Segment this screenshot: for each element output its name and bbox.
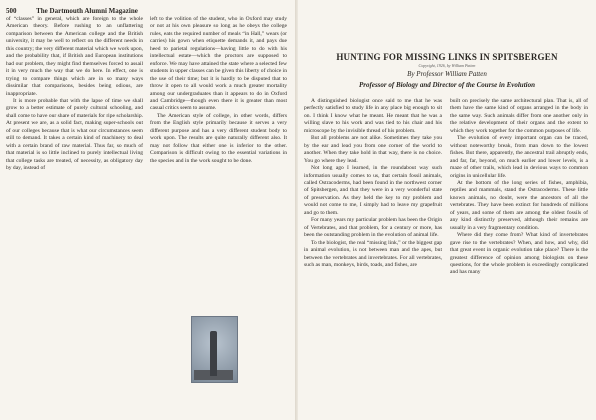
- author-title: Professor of Biology and Director of the Course in Evolution: [359, 81, 535, 89]
- right-page-column-2: [450, 98, 588, 277]
- author-byline: By Professor William Patten: [407, 70, 487, 78]
- paragraph: Not long ago I learned, in the roundabout way such information usually comes to us, that certain fossil animals, called Ostracoderms, had been found in the northwest corner of Spitsbergen, and that they were in a very wonderful state of preservation. As they held the key to my problem and would not come to me, I simply had to leave my grapefruit and go to them.: [304, 165, 442, 216]
- paragraph: left to the volition of the student, who in Oxford may study or not at his own pleasure so long as he obeys the college rules, eats the required number of meals “in Hall,” wears (or carries) his gown when etiquette demands it, and pays due heed to parietal regulations—having little to do with his intellectual estate—which the proctors are supposed to enforce. We may have attained the state where a selected few students in upper classes can be given this liberty of choice in the use of their time; but it is hardly to be disputed that to throw it open to all would work a much greater mortality among our undergraduates than it appears to do in Oxford and Cambridge—though even there it is greater than most casual critics seem to assume.: [150, 16, 287, 112]
- left-page: [0, 0, 296, 420]
- paragraph: Where did they come from? What kind of invertebrates gave rise to the vertebrates? When, and how, and why, did that great event in organic evolution take place? There is the greatest difference of opinion among biologists on these questions, for the whole problem is exceedingly complicated and has many: [450, 232, 588, 276]
- running-header: [6, 7, 138, 15]
- paragraph: To the biologist, the real “missing link,” or the biggest gap in animal evolution, is not between man and the apes, but between the vertebrates and invertebrates. For all vertebrates, such as man, monkeys, birds, toads, and fishes, are: [304, 239, 442, 268]
- paragraph: But all problems are not alike. Sometimes they take you by the ear and lead you from one corner of the world to another. When they take hold in that way, there is no choice. You go where they lead.: [304, 135, 442, 164]
- paragraph: It is more probable that with the lapse of time we shall grow to a better estimate of purely cultural schooling, and shall come to have our share of materials for ripe scholarship. At present we are, as a solid fact, making super-schools out of our colleges because that is what our circumstances seem still to demand. It takes a certain kind of machinery to deal with a certain brand of raw material. Thus far, so much of that material is so little inclined to purely intellectual living that college tasks are treated, of necessity, as obligatory day by day, instead of: [6, 97, 143, 172]
- paragraph: The evolution of every important organ can be traced, without noteworthy break, from man down to the lowest fishes. But there, apparently, the ancestral trail abruptly ends, and far, far, beyond, on much earlier and lower levels, is a maze of other trails, which lead in devious ways to common origins in unicellular life.: [450, 135, 588, 179]
- right-page: [298, 0, 596, 420]
- paragraph: For many years my particular problem has been the Origin of Vertebrates, and that problem, for a century or more, has been the outstanding problem in the evolution of animal life.: [304, 217, 442, 239]
- left-page-column-2: [150, 16, 287, 165]
- paragraph: A distinguished biologist once said to me that he was perfectly satisfied to study life in any place big enough to sit on. I think I know what he meant. He meant that he was a willing slave to his work and was tied to his chair and his microscope by the invisible thread of his problem.: [304, 98, 442, 134]
- paragraph: At the bottom of the long series of fishes, amphibia, reptiles and mammals, stand the Ostracoderms. These little known animals, no doubt, were the ancestors of all the vertebrates. They have been extinct for hundreds of millions of years, and some of them are among the oldest fossils of any kind distinctly preserved, although their remains are usually in a very fragmentary condition.: [450, 179, 588, 231]
- left-page-column-1: [6, 16, 143, 173]
- paragraph: built on precisely the same architectural plan. That is, all of them have the same kind of organs arranged in the body in the same way. Such animals differ from one another only in the relative development of their organs and the extent to which they work together for the common purposes of life.: [450, 98, 588, 134]
- photo-tower: [210, 331, 217, 376]
- article-title: HUNTING FOR MISSING LINKS IN SPITSBERGEN: [336, 52, 558, 62]
- tower-photograph: [191, 316, 238, 383]
- paragraph: The American style of college, in other words, differs from the English style primarily because it serves a very different purpose and has a very different student body to work upon. The results are quite naturally different also. It may not follow that either one is inferior to the other. Comparison is difficult owing to the essential variations in the species and in the work sought to be done.: [150, 112, 287, 164]
- copyright-line: Copyright, 1926, by William Patten: [418, 63, 476, 68]
- page-number: 500: [6, 7, 17, 15]
- paragraph: of “classes” in general, which are foreign to the whole American theory. Before rushing to an unflattering comparison between the American college and the British university, it may be well to reflect on the different needs in this country; the very different material which we work upon, and the probability that, if British and European institutions had our problem, they might find themselves forced to assail it in very much the way that we do here. In effect, one is trying to compare things which are in so many ways dissimilar that comparisons, besides being odious, are inappropriate.: [6, 16, 143, 97]
- running-head: The Dartmouth Alumni Magazine: [36, 7, 138, 15]
- right-page-column-1: [304, 98, 442, 269]
